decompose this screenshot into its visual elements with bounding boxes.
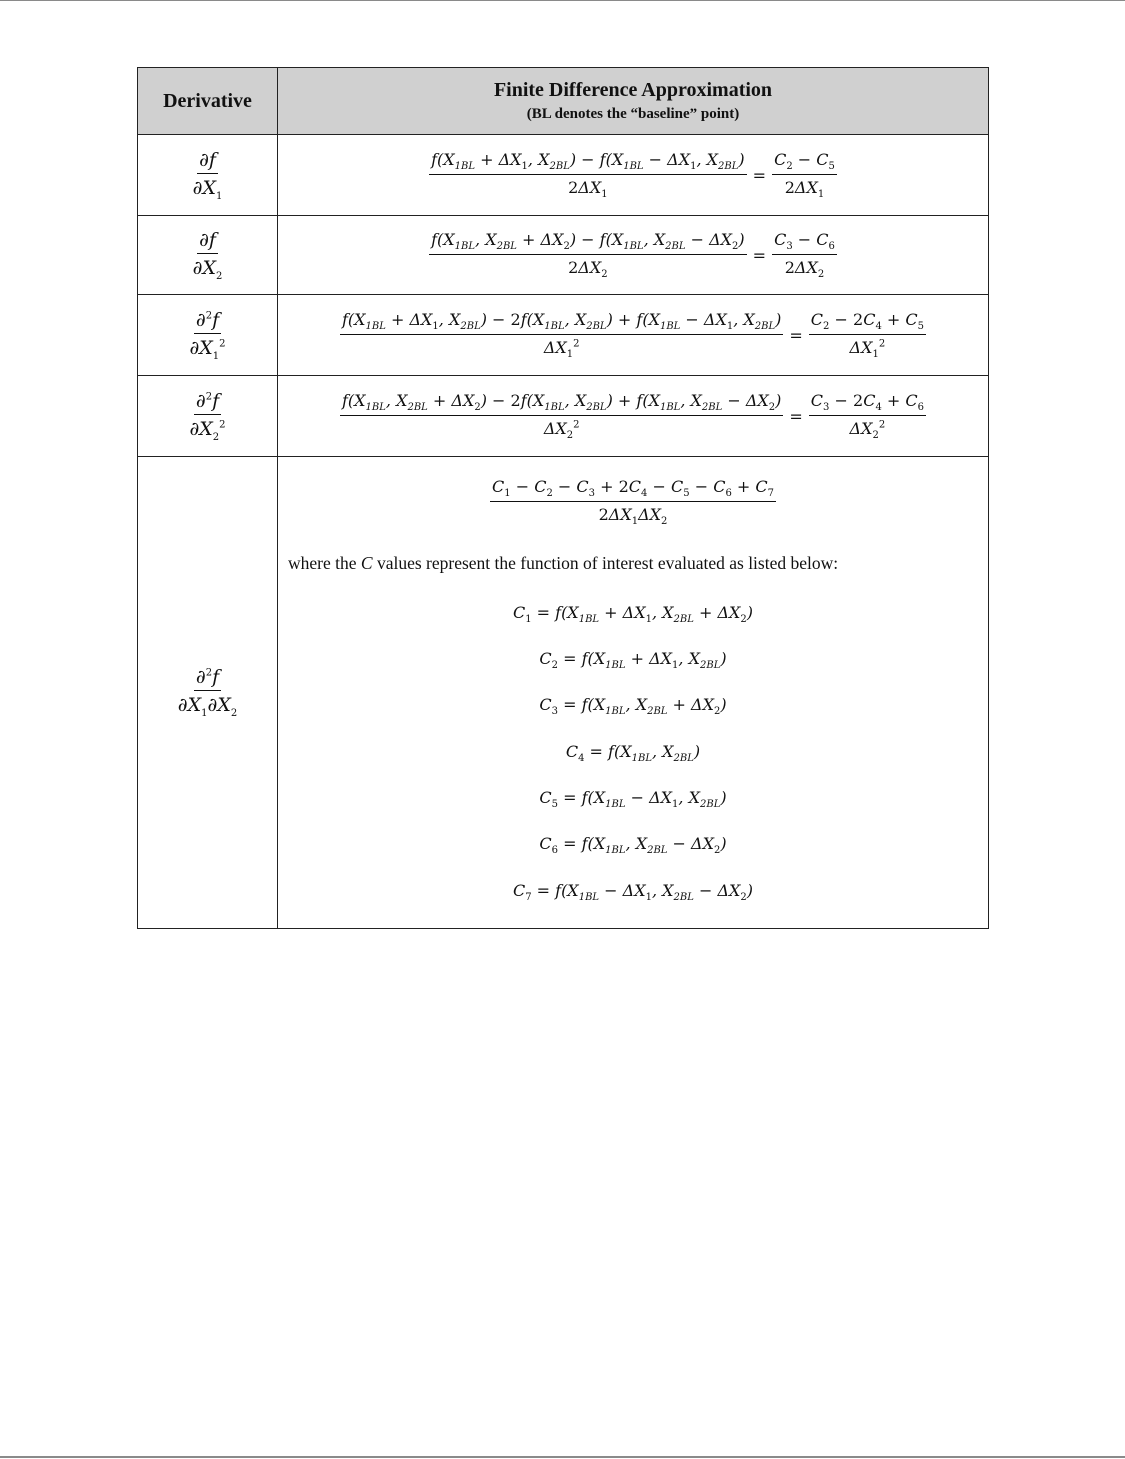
derivative-cell	[138, 376, 278, 457]
table-row	[138, 376, 989, 457]
c-values-explanation: where the C values represent the function of interest evaluated as listed below:	[288, 553, 839, 573]
c5-definition: $C_5 = f(X_{1BL} - \Delta X_1$, $X_{2BL}$)	[539, 788, 727, 811]
derivative-cell	[138, 295, 278, 376]
table-row	[138, 135, 989, 216]
derivative-d2f-dx1sq: $\frac{\partial^2f}{\partial X_1^2}$	[189, 308, 226, 362]
approximation-cell	[278, 457, 989, 929]
derivative-cell	[138, 457, 278, 929]
page-bottom-edge	[0, 1456, 1125, 1458]
derivative-df-dx1: $\frac{\partial f}{\partial X_1}$	[192, 148, 223, 202]
header-derivative: Derivative	[138, 68, 278, 135]
c4-definition: $C_4 = f(X_{1BL}$, $X_{2BL}$)	[565, 742, 701, 765]
table-header-row	[138, 68, 989, 135]
approximation-cell	[278, 135, 989, 216]
formula-df-dx2: $\frac{f(X_{1BL}, X_{2BL} + \Delta X_2) - f(X_{1BL}, X_{2BL} - \Delta X_2)}{2\Delta X_2}$ = $\frac{C_3 - C_6}{2\Delta X_2}$	[431, 229, 835, 281]
c1-definition: $C_1 = f(X_{1BL} + \Delta X_1$, $X_{2BL} + \Delta X_2$)	[512, 603, 754, 626]
c3-definition: $C_3 = f(X_{1BL}$, $X_{2BL} + \Delta X_2$)	[539, 695, 727, 718]
table-row	[138, 457, 989, 929]
formula-df-dx1: $\frac{f(X_{1BL} + \Delta X_1, X_{2BL}) - f(X_{1BL} - \Delta X_1, X_{2BL})}{2\Delta X_1}$ = $\frac{C_2 - C_5}{2\Delta X_1}$	[431, 149, 835, 201]
formula-d2f-dx1sq: $\frac{f(X_{1BL} + \Delta X_1, X_{2BL}) - 2f(X_{1BL}, X_{2BL}) + f(X_{1BL} - \Delta X_1, X_{2BL})}{\Delta X_1^2}$ = $\frac{C_2 - 2C_4 + C_5}{\Delta X_1^2}$	[341, 309, 925, 361]
derivative-cell	[138, 216, 278, 295]
formula-d2f-dx2sq: $\frac{f(X_{1BL}, X_{2BL} + \Delta X_2) - 2f(X_{1BL}, X_{2BL}) + f(X_{1BL}, X_{2BL} - \Delta X_2)}{\Delta X_2^2}$ = $\frac{C_3 - 2C_4 + C_6}{\Delta X_2^2}$	[341, 390, 925, 442]
finite-difference-table	[137, 67, 989, 929]
formula-d2f-dx1dx2: $\frac{C_1 - C_2 - C_3 + 2C_4 - C_5 - C_6 + C_7}{2\Delta X_1\Delta X_2}$	[491, 477, 775, 528]
table-row	[138, 295, 989, 376]
derivative-d2f-dx1dx2: $\frac{\partial^2f}{\partial X_1\partial X_2}$	[177, 666, 238, 719]
header-baseline-note: (BL denotes the “baseline” point)	[526, 106, 740, 122]
derivative-df-dx2: $\frac{\partial f}{\partial X_2}$	[192, 228, 223, 282]
approximation-cell	[278, 376, 989, 457]
derivative-cell	[138, 135, 278, 216]
approximation-cell	[278, 295, 989, 376]
c7-definition: $C_7 = f(X_{1BL} - \Delta X_1$, $X_{2BL} - \Delta X_2$)	[512, 881, 754, 904]
header-approximation	[278, 68, 989, 135]
c6-definition: $C_6 = f(X_{1BL}$, $X_{2BL} - \Delta X_2$)	[539, 834, 727, 857]
table-row	[138, 216, 989, 295]
page-top-edge	[0, 0, 1125, 1]
approximation-cell	[278, 216, 989, 295]
header-approximation-title: Finite Difference Approximation	[493, 79, 773, 101]
c2-definition: $C_2 = f(X_{1BL} + \Delta X_1$, $X_{2BL}$)	[539, 649, 727, 672]
derivative-d2f-dx2sq: $\frac{\partial^2f}{\partial X_2^2}$	[189, 389, 226, 443]
